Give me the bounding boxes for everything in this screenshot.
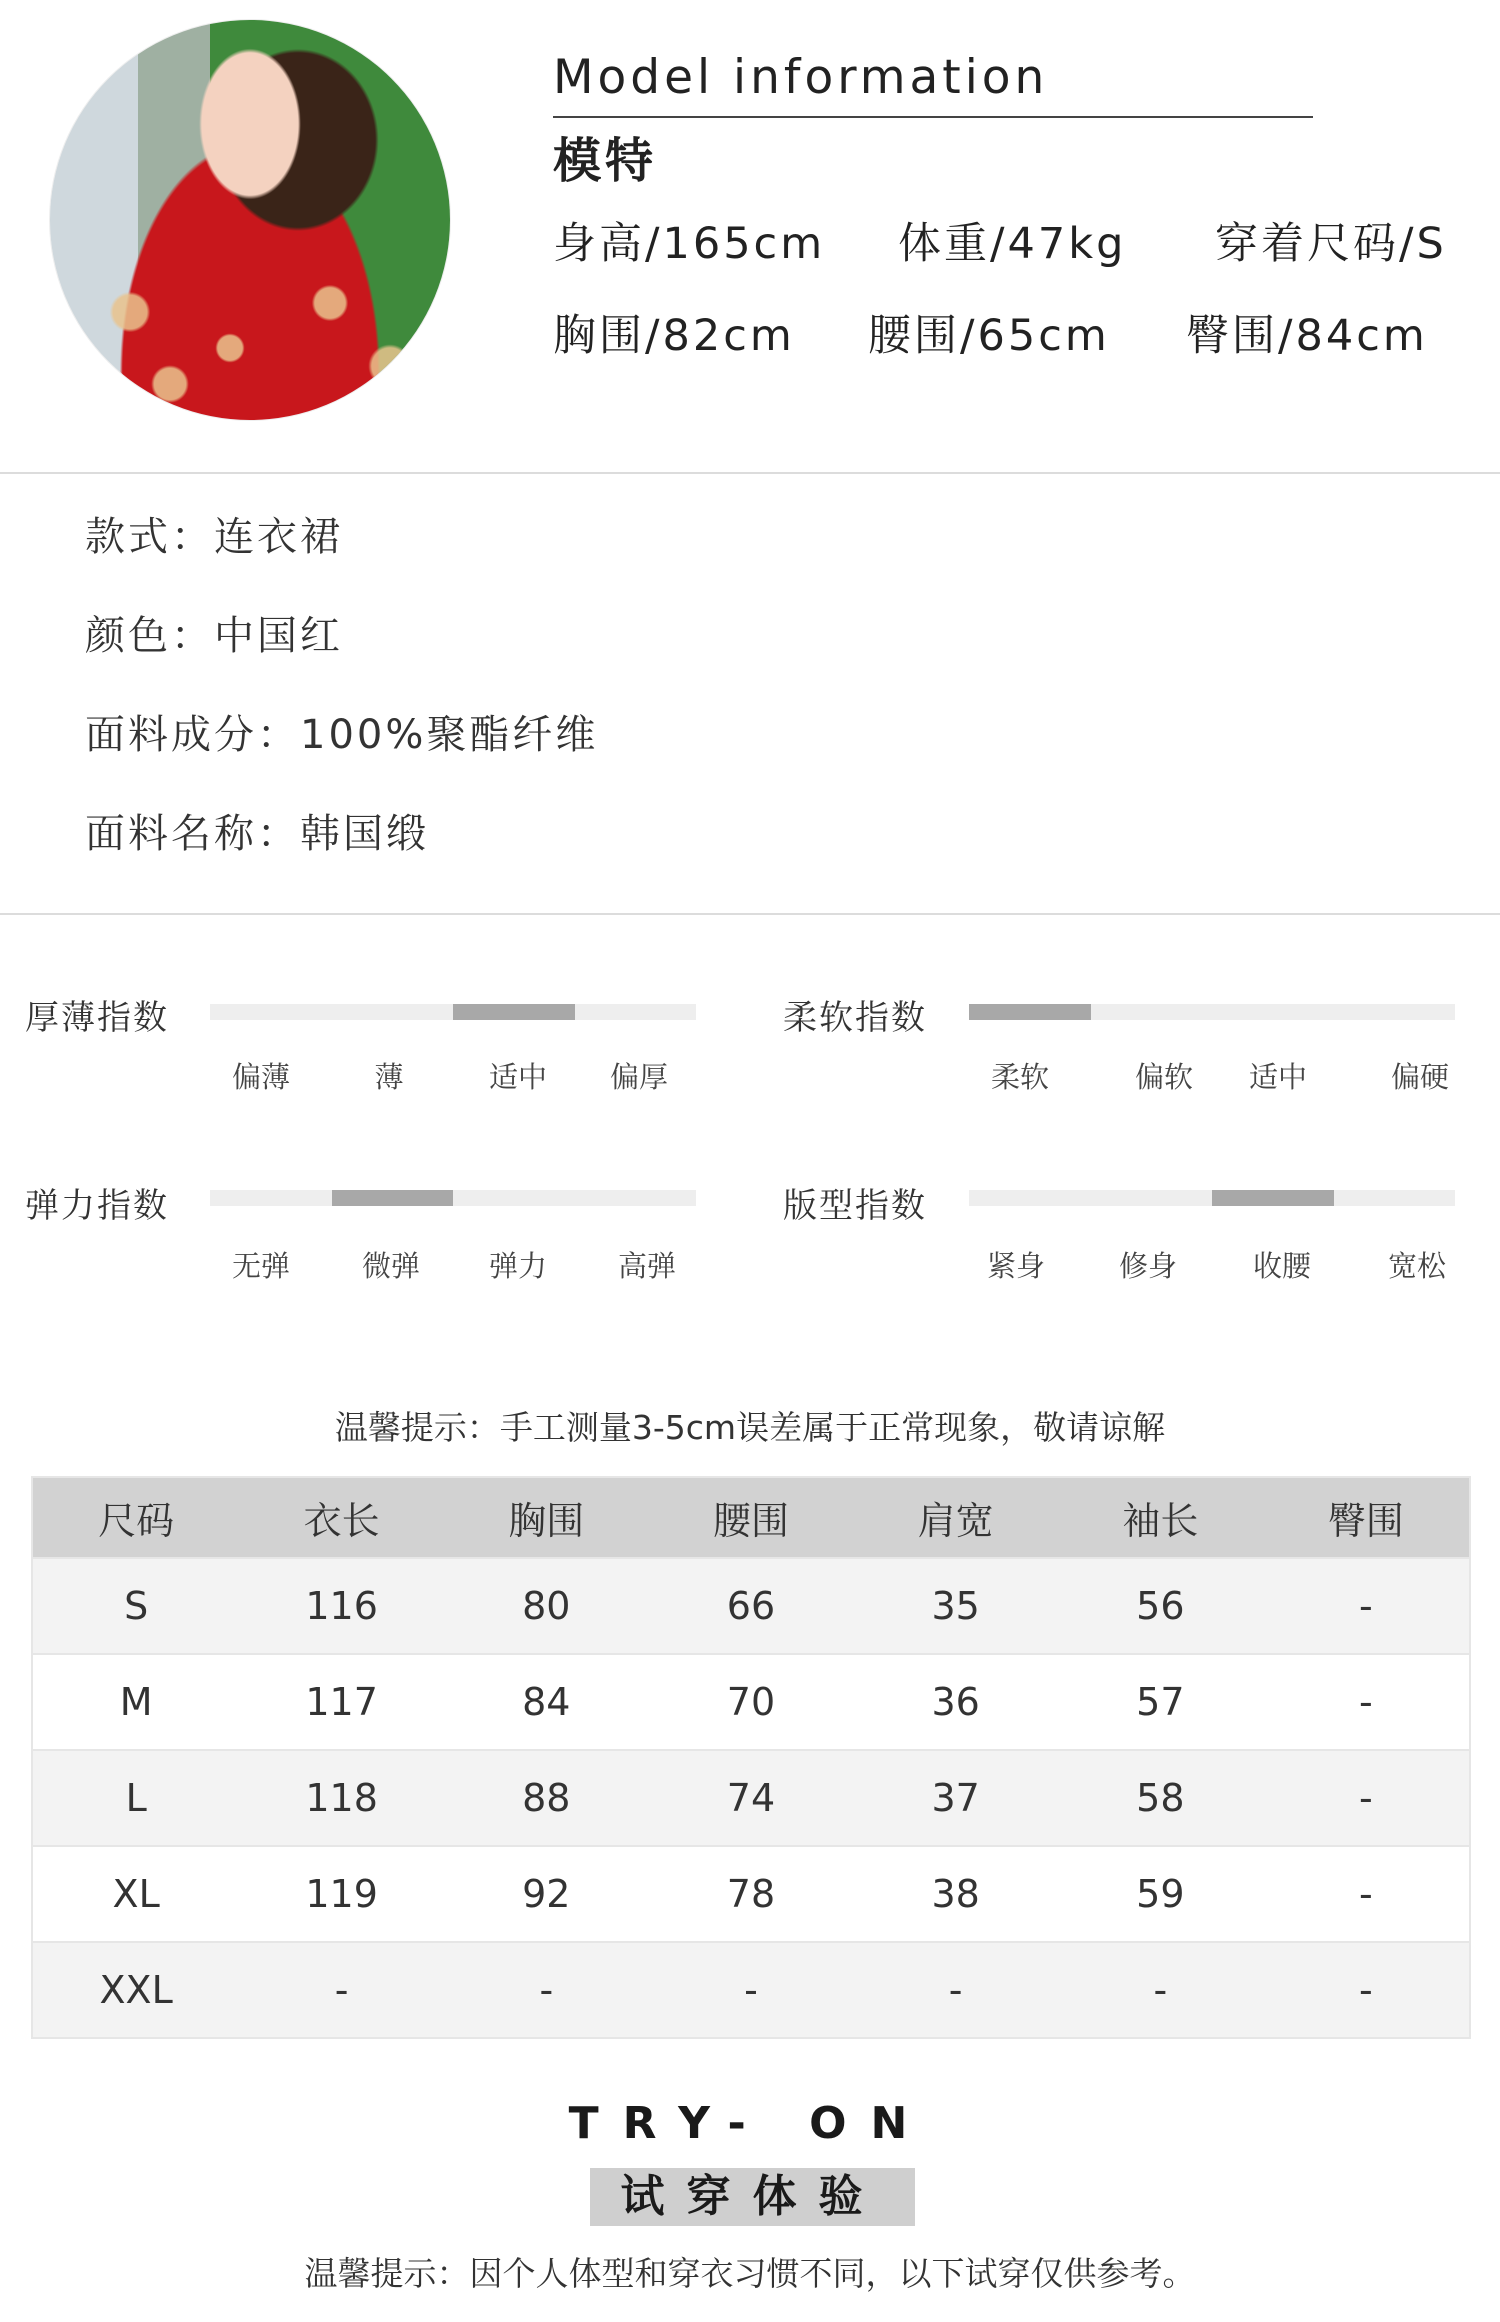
measurement-tip: 温馨提示：手工测量3-5cm误差属于正常现象，敬请谅解 [334, 1408, 1166, 1447]
header-bust: 胸围 [444, 1477, 649, 1558]
dress-pattern [50, 240, 450, 420]
tryon-en-title: TRY- ON [568, 2098, 932, 2149]
index-bar-fit [969, 1190, 1455, 1206]
spec-style: 款式：连衣裙 [85, 514, 343, 560]
header-shoulder: 肩宽 [853, 1477, 1058, 1558]
table-cell: 74 [649, 1750, 854, 1846]
table-row [32, 1846, 1470, 1942]
table-cell: 56 [1058, 1558, 1263, 1654]
table-cell: - [444, 1942, 649, 2038]
table-cell: L [32, 1750, 239, 1846]
index-bar-fill [453, 1004, 575, 1020]
model-size: 穿着尺码/S [1215, 219, 1447, 269]
table-cell: XL [32, 1846, 239, 1942]
heading-rule [553, 116, 1313, 118]
index-title-elasticity: 弹力指数 [25, 1186, 169, 1226]
spec-color: 颜色：中国红 [85, 613, 343, 659]
index-option: 偏软 [1134, 1060, 1194, 1094]
index-bar-fill [969, 1004, 1091, 1020]
table-cell: S [32, 1558, 239, 1654]
table-cell: 116 [239, 1558, 444, 1654]
index-option: 高弹 [617, 1249, 677, 1283]
spec-material: 面料成分：100%聚酯纤维 [85, 712, 599, 758]
index-bar-softness [969, 1004, 1455, 1020]
table-header-row [32, 1477, 1470, 1558]
header-sleeve: 袖长 [1058, 1477, 1263, 1558]
header-hip: 臀围 [1263, 1477, 1470, 1558]
table-cell: 88 [444, 1750, 649, 1846]
spec-fabric-name: 面料名称：韩国缎 [85, 811, 429, 857]
index-title-softness: 柔软指数 [783, 998, 927, 1038]
index-bar-fill [332, 1190, 454, 1206]
table-cell: 117 [239, 1654, 444, 1750]
model-weight: 体重/47kg [898, 219, 1127, 269]
index-option: 紧身 [986, 1249, 1046, 1283]
table-cell: M [32, 1654, 239, 1750]
table-cell: 38 [853, 1846, 1058, 1942]
table-cell: - [239, 1942, 444, 2038]
index-option: 无弹 [231, 1249, 291, 1283]
model-bust: 胸围/82cm [553, 311, 795, 361]
size-table [31, 1476, 1471, 2039]
index-option: 适中 [488, 1060, 548, 1094]
index-title-fit: 版型指数 [783, 1186, 927, 1226]
model-photo [50, 20, 450, 420]
table-cell: 80 [444, 1558, 649, 1654]
index-option: 偏硬 [1390, 1060, 1450, 1094]
table-cell: - [1263, 1750, 1470, 1846]
table-cell: 92 [444, 1846, 649, 1942]
table-row [32, 1750, 1470, 1846]
table-cell: 59 [1058, 1846, 1263, 1942]
table-cell: 84 [444, 1654, 649, 1750]
index-title-thickness: 厚薄指数 [25, 998, 169, 1038]
table-cell: - [1263, 1942, 1470, 2038]
model-waist: 腰围/65cm [868, 311, 1110, 361]
table-cell: - [853, 1942, 1058, 2038]
index-option: 收腰 [1252, 1249, 1312, 1283]
header-size: 尺码 [32, 1477, 239, 1558]
model-height: 身高/165cm [553, 219, 826, 269]
table-cell: 36 [853, 1654, 1058, 1750]
table-cell: 78 [649, 1846, 854, 1942]
table-cell: - [1263, 1654, 1470, 1750]
index-bar-elasticity [210, 1190, 696, 1206]
index-bar-fill [1212, 1190, 1334, 1206]
index-option: 弹力 [488, 1249, 548, 1283]
section-divider [0, 913, 1500, 915]
header-waist: 腰围 [649, 1477, 854, 1558]
table-row [32, 1942, 1470, 2038]
table-cell: 58 [1058, 1750, 1263, 1846]
index-option: 柔软 [990, 1060, 1050, 1094]
table-cell: - [1058, 1942, 1263, 2038]
tryon-tip: 温馨提示：因个人体型和穿衣习惯不同，以下试穿仅供参考。 [304, 2254, 1196, 2293]
index-bar-thickness [210, 1004, 696, 1020]
model-cn-title: 模特 [553, 133, 658, 189]
table-row [32, 1558, 1470, 1654]
table-cell: 66 [649, 1558, 854, 1654]
table-cell: 118 [239, 1750, 444, 1846]
table-cell: 57 [1058, 1654, 1263, 1750]
index-option: 偏厚 [609, 1060, 669, 1094]
index-option: 适中 [1248, 1060, 1308, 1094]
table-cell: - [1263, 1558, 1470, 1654]
table-cell: - [1263, 1846, 1470, 1942]
table-cell: 35 [853, 1558, 1058, 1654]
table-cell: - [649, 1942, 854, 2038]
table-cell: 70 [649, 1654, 854, 1750]
table-cell: 37 [853, 1750, 1058, 1846]
tryon-cn-title: 试穿体验 [590, 2168, 915, 2226]
model-info-heading: Model information [553, 50, 1049, 105]
index-option: 薄 [374, 1060, 404, 1094]
index-option: 微弹 [361, 1249, 421, 1283]
index-option: 修身 [1118, 1249, 1178, 1283]
index-option: 宽松 [1387, 1249, 1447, 1283]
table-cell: 119 [239, 1846, 444, 1942]
section-divider [0, 472, 1500, 474]
index-option: 偏薄 [231, 1060, 291, 1094]
model-hip: 臀围/84cm [1186, 311, 1428, 361]
table-row [32, 1654, 1470, 1750]
header-length: 衣长 [239, 1477, 444, 1558]
table-cell: XXL [32, 1942, 239, 2038]
